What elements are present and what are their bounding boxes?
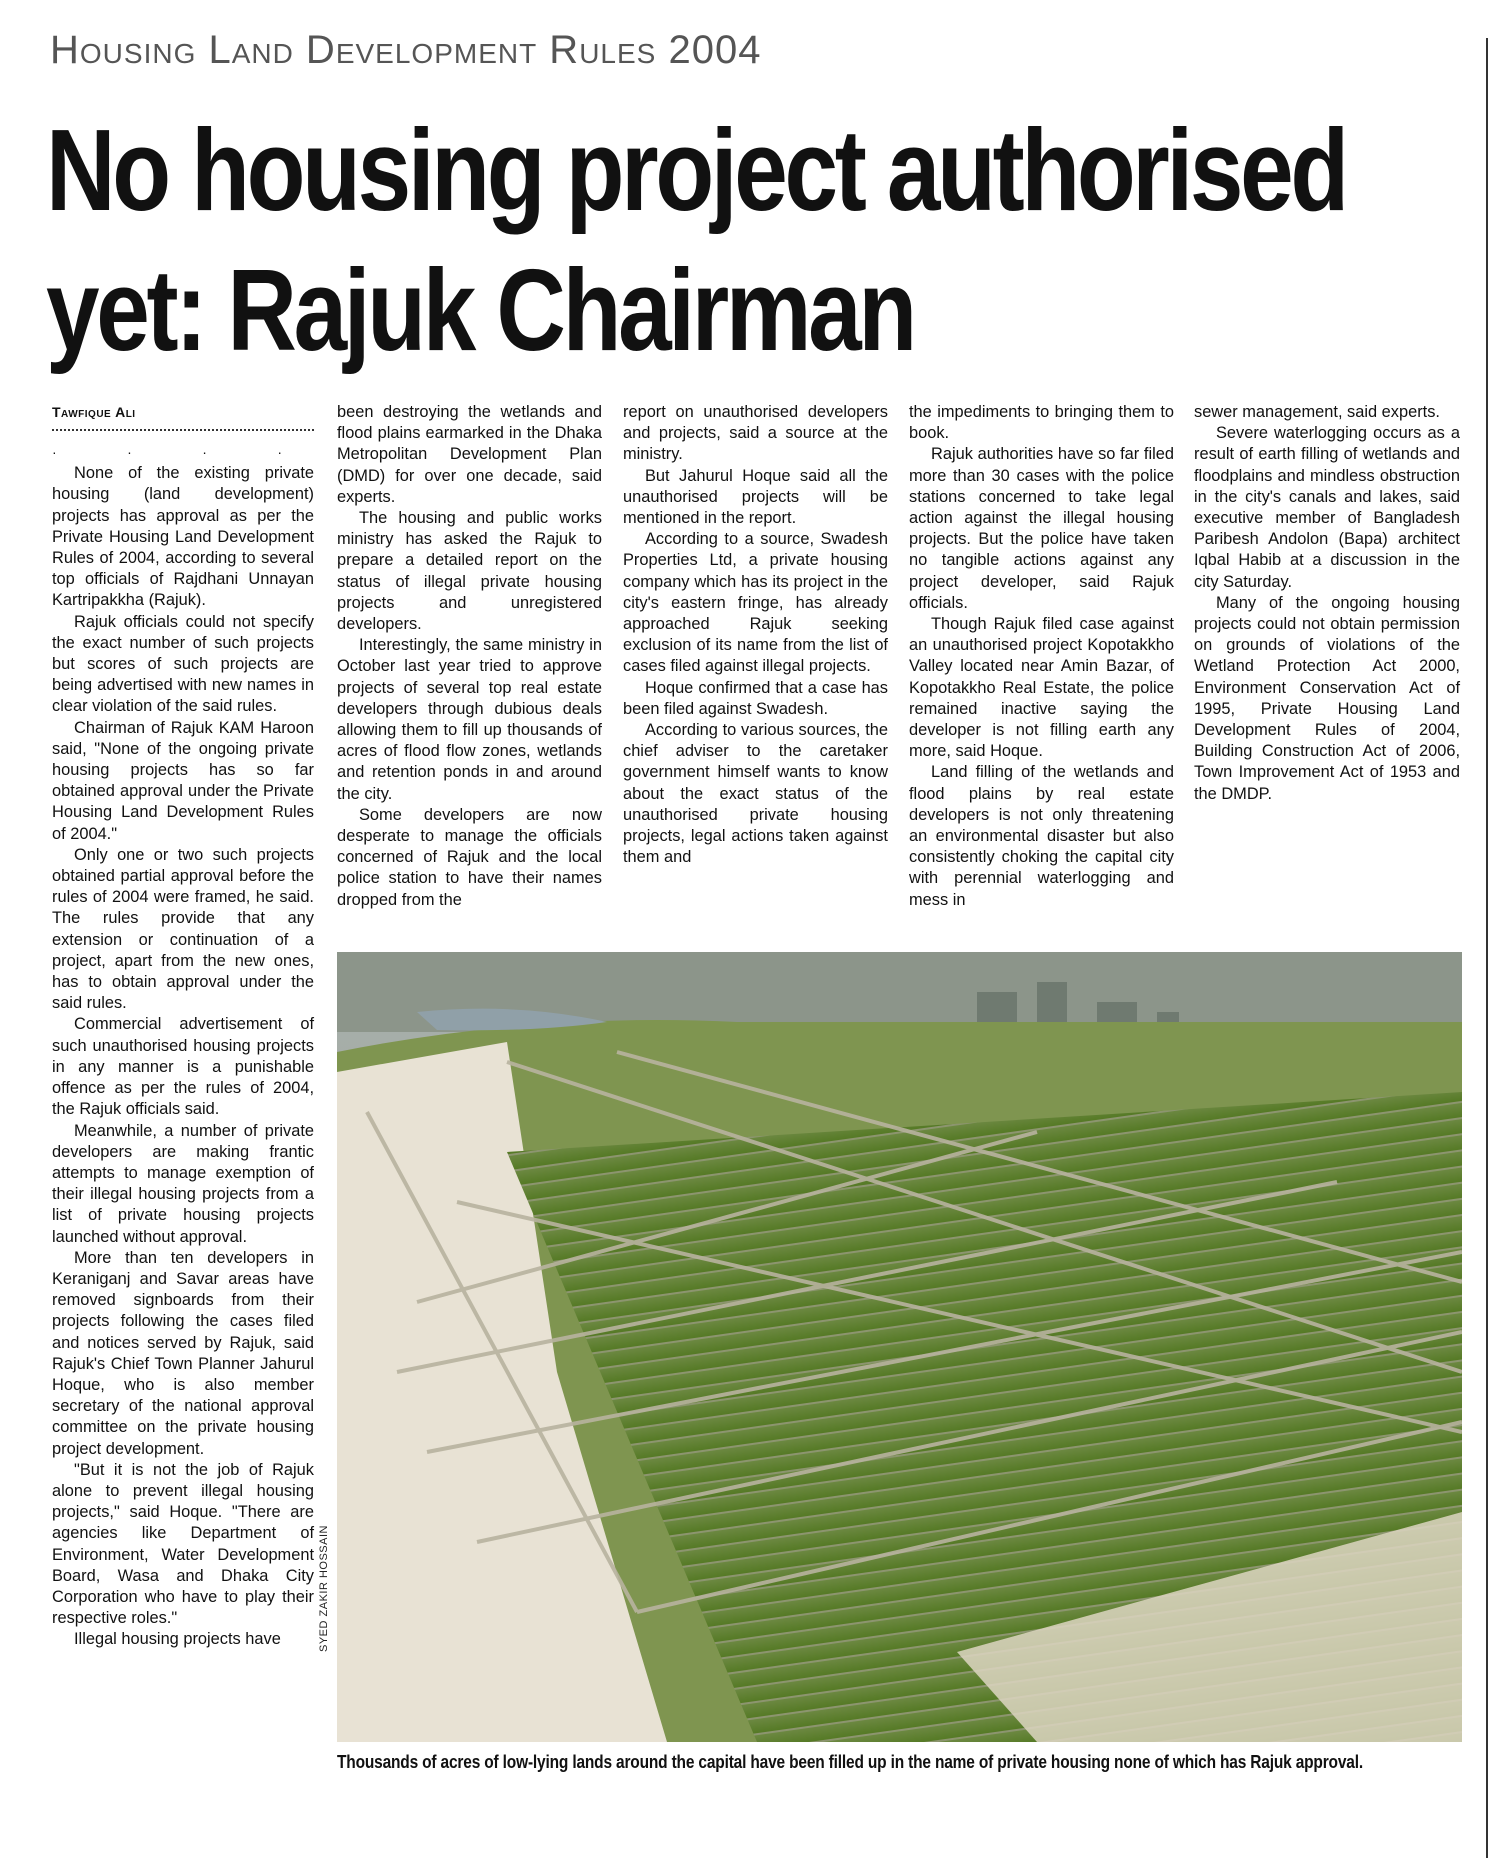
paragraph: Some developers are now desperate to manage the officials concerned of Rajuk and the local police station to have their names dropped from the — [337, 805, 602, 909]
paragraph: the impediments to bringing them to book. — [909, 403, 1174, 443]
paragraph: sewer management, said experts. — [1194, 403, 1440, 421]
paragraph: been destroying the wetlands and flood plains earmarked in the Dhaka Metropolitan Development Plan (DMD) for over one decade, said experts. — [337, 403, 602, 506]
paragraph: Though Rajuk filed case against an unauthorised project Kopotakkho Valley located near Amin Bazar, of Kopotakkho Real Estate, the police remained inactive saying the developer is not filling earth any more, said Hoque. — [909, 615, 1174, 761]
paragraph: Rajuk officials could not specify the exact number of such projects but scores of such projects are being advertised with new names in clear violation of the said rules. — [52, 612, 314, 716]
paragraph: report on unauthorised developers and projects, said a source at the ministry. — [623, 403, 888, 464]
byline-divider — [52, 429, 314, 439]
article-column-1 — [52, 402, 314, 1651]
headline — [46, 100, 1346, 380]
kicker: Housing Land Development Rules 2004 — [50, 28, 762, 72]
aerial-landfill-image — [337, 952, 1462, 1742]
paragraph: More than ten developers in Keraniganj and Savar areas have removed signboards from their projects following the cases filed and notices served by Rajuk, said Rajuk's Chief Town Planner Jahurul Hoque, who is also member secretary of the national approval committee on the private housing project development. — [52, 1248, 314, 1458]
photo-caption: Thousands of acres of low-lying lands around the capital have been filled up in the name of private housing none of which has Rajuk approval. — [337, 1752, 1363, 1772]
paragraph: Only one or two such projects obtained partial approval before the rules of 2004 were framed, he said. The rules provide that any extension or continuation of a project, apart from the new ones, has to obtain approval under the said rules. — [52, 845, 314, 1013]
paragraph: Chairman of Rajuk KAM Haroon said, "None of the ongoing private housing projects has so far obtained approval under the Private Housing Land Development Rules of 2004." — [52, 718, 314, 843]
aerial-photo — [337, 952, 1462, 1742]
photo-credit: SYED ZAKIR HOSSAIN — [318, 1525, 330, 1652]
article-column-5 — [1194, 402, 1460, 805]
byline-dots: · · · · — [52, 444, 314, 461]
paragraph: According to various sources, the chief adviser to the caretaker government himself wants to know about the exact status of the unauthorised private housing projects, legal actions taken against them and — [623, 721, 888, 867]
paragraph: Many of the ongoing housing projects could not obtain permission on grounds of violations of the Wetland Protection Act 2000, Environment Conservation Act of 1995, Private Housing Land Development Rules of 2004, Building Construction Act of 2006, Town Improvement Act of 1953 and the DMDP. — [1194, 593, 1460, 803]
paragraph: Severe waterlogging occurs as a result of earth filling of wetlands and floodplains and mindless obstruction in the city's canals and lakes, said executive member of Bangladesh Paribesh Andolon (Bapa) architect Iqbal Habib at a discussion in the city Saturday. — [1194, 424, 1460, 591]
paragraph: Meanwhile, a number of private developers are making frantic attempts to manage exemption of their illegal housing projects from a list of private housing projects launched without approval. — [52, 1121, 314, 1246]
headline-line-2: yet: Rajuk Chairman — [46, 245, 914, 375]
paragraph: According to a source, Swadesh Properties Ltd, a private housing company which has its project in the city's eastern fringe, has already approached Rajuk seeking exclusion of its name from the list of cases filed against illegal projects. — [623, 530, 888, 676]
paragraph: "But it is not the job of Rajuk alone to prevent illegal housing projects," said Hoque. "There are agencies like Department of Environment, Water Development Board, Wasa and Dhaka City Corporation who have to play their respective roles." — [52, 1460, 314, 1628]
paragraph: Land filling of the wetlands and flood plains by real estate developers is not only threatening an environmental disaster but also consistently choking the capital city with perennial waterlogging and mess in — [909, 763, 1174, 909]
paragraph: Interestingly, the same ministry in October last year tried to approve projects of several top real estate developers through dubious deals allowing them to fill up thousands of acres of flood flow zones, wetlands and retention ponds in and around the city. — [337, 636, 602, 803]
column-rule — [1486, 38, 1488, 1858]
article-column-4 — [909, 402, 1174, 911]
paragraph: Hoque confirmed that a case has been filed against Swadesh. — [623, 678, 888, 718]
paragraph: Commercial advertisement of such unauthorised housing projects in any manner is a punishable offence as per the rules of 2004, the Rajuk officials said. — [52, 1015, 314, 1119]
paragraph: Illegal housing projects have — [74, 1630, 281, 1649]
paragraph: None of the existing private housing (land development) projects has approval as per the Private Housing Land Development Rules of 2004, according to several top officials of Rajdhani Unnayan Kartripakkha (Rajuk). — [52, 464, 314, 610]
headline-line-1: No housing project authorised — [46, 105, 1346, 235]
paragraph: But Jahurul Hoque said all the unauthorised projects will be mentioned in the report. — [623, 466, 888, 528]
paragraph: Rajuk authorities have so far filed more than 30 cases with the police stations concerned to take legal action against the illegal housing projects. But the police have taken no tangible actions against any project developer, said Rajuk officials. — [909, 445, 1174, 612]
article-column-3 — [623, 402, 888, 868]
article-column-2 — [337, 402, 602, 911]
byline: Tawfique Ali — [52, 404, 136, 420]
paragraph: The housing and public works ministry has asked the Rajuk to prepare a detailed report on the status of illegal private housing projects and unregistered developers. — [337, 509, 602, 634]
